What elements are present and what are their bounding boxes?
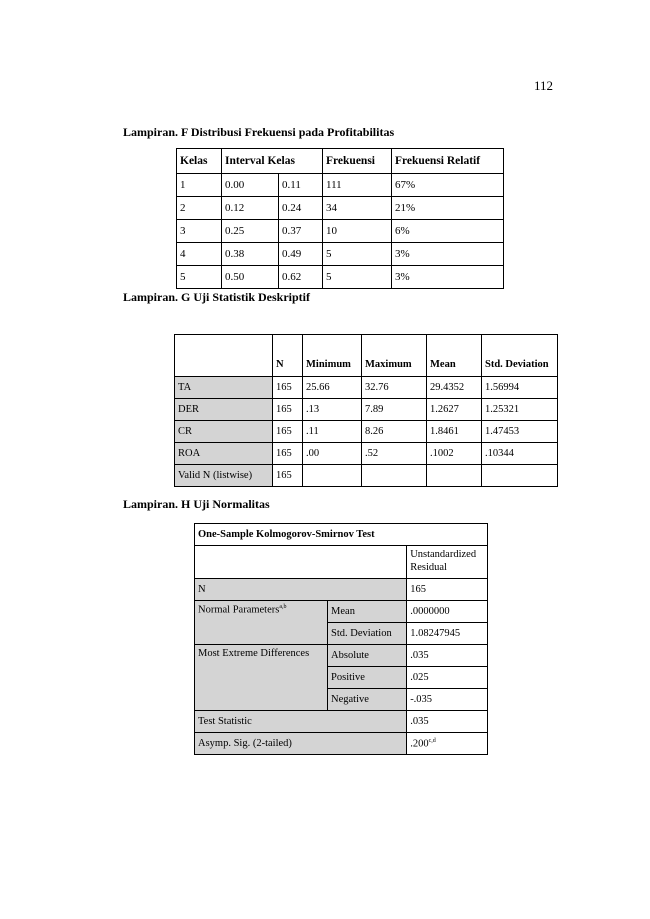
column-header: Unstandardized Residual	[407, 546, 488, 579]
asymp-value: .200	[410, 738, 429, 750]
section-g-heading: Lampiran. G Uji Statistik Deskriptif	[123, 290, 311, 304]
table-cell: 2	[177, 197, 222, 220]
table-cell: 1	[177, 174, 222, 197]
column-header: N	[273, 335, 303, 377]
table-row	[195, 645, 488, 667]
footnote-marker: a,b	[279, 604, 287, 610]
table-row	[195, 579, 488, 601]
row-label: Asymp. Sig. (2-tailed)	[195, 733, 407, 755]
table-cell: 7.89	[362, 399, 427, 421]
table-row	[195, 601, 488, 623]
table-cell: .10344	[482, 443, 558, 465]
table-cell: -.035	[407, 689, 488, 711]
page-number: 112	[534, 78, 554, 93]
table-row	[195, 524, 488, 546]
table-cell: 165	[407, 579, 488, 601]
table-cell	[407, 733, 488, 755]
table-cell: 21%	[392, 197, 504, 220]
row-label: Positive	[328, 667, 407, 689]
row-label: N	[195, 579, 407, 601]
normality-test-table	[194, 523, 488, 755]
table-cell: 1.25321	[482, 399, 558, 421]
row-label: Std. Deviation	[328, 623, 407, 645]
row-label: Valid N (listwise)	[175, 465, 273, 487]
section-f-heading: Lampiran. F Distribusi Frekuensi pada Profitabilitas	[123, 125, 395, 139]
table-row	[195, 733, 488, 755]
table-cell: 0.49	[279, 243, 323, 266]
section-h-heading: Lampiran. H Uji Normalitas	[123, 497, 270, 511]
table-cell	[195, 546, 407, 579]
table-cell: .025	[407, 667, 488, 689]
table-cell: .035	[407, 711, 488, 733]
table-cell: 0.50	[222, 266, 279, 289]
column-header: Maximum	[362, 335, 427, 377]
table-cell: 165	[273, 443, 303, 465]
table-cell: .1002	[427, 443, 482, 465]
table-cell: 0.11	[279, 174, 323, 197]
column-header: Frekuensi	[323, 149, 392, 174]
table-row	[175, 421, 558, 443]
column-header: Mean	[427, 335, 482, 377]
table-cell: 0.25	[222, 220, 279, 243]
table-cell: 1.08247945	[407, 623, 488, 645]
table-cell: 0.00	[222, 174, 279, 197]
table-cell: 4	[177, 243, 222, 266]
row-label: Test Statistic	[195, 711, 407, 733]
table-cell: 1.47453	[482, 421, 558, 443]
table-header-row	[177, 149, 504, 174]
table-cell: .13	[303, 399, 362, 421]
table-row	[177, 174, 504, 197]
table-row	[177, 266, 504, 289]
table-row	[177, 220, 504, 243]
column-header	[175, 335, 273, 377]
table-cell: .0000000	[407, 601, 488, 623]
table-cell: 6%	[392, 220, 504, 243]
row-label: Absolute	[328, 645, 407, 667]
table-cell: 5	[323, 243, 392, 266]
table-row	[175, 443, 558, 465]
footnote-marker: c,d	[428, 737, 436, 744]
table-row	[195, 546, 488, 579]
table-cell: 1.8461	[427, 421, 482, 443]
table-row	[175, 377, 558, 399]
table-cell: 0.37	[279, 220, 323, 243]
table-cell	[303, 465, 362, 487]
table-row	[177, 197, 504, 220]
table-cell: 32.76	[362, 377, 427, 399]
table-row	[175, 465, 558, 487]
table-cell	[482, 465, 558, 487]
table-cell: .035	[407, 645, 488, 667]
row-label: Negative	[328, 689, 407, 711]
table-cell: 165	[273, 377, 303, 399]
table-cell: 25.66	[303, 377, 362, 399]
table-cell: 29.4352	[427, 377, 482, 399]
normal-parameters-label: Normal Parameters	[198, 604, 280, 616]
table-cell: 0.24	[279, 197, 323, 220]
column-header: Std. Deviation	[482, 335, 558, 377]
table-cell: .11	[303, 421, 362, 443]
table-row	[195, 711, 488, 733]
table-row	[175, 399, 558, 421]
table-cell: 111	[323, 174, 392, 197]
table-row	[177, 243, 504, 266]
row-label: ROA	[175, 443, 273, 465]
table-cell: 165	[273, 465, 303, 487]
table-cell: .00	[303, 443, 362, 465]
row-label: Most Extreme Differences	[195, 645, 328, 711]
table-cell: 10	[323, 220, 392, 243]
table-cell: 0.62	[279, 266, 323, 289]
table-cell: 1.2627	[427, 399, 482, 421]
table-cell: 1.56994	[482, 377, 558, 399]
table-cell: 3%	[392, 266, 504, 289]
table-cell: 3	[177, 220, 222, 243]
table-caption: One-Sample Kolmogorov-Smirnov Test	[195, 524, 488, 546]
descriptive-statistics-table	[174, 334, 558, 487]
row-label: Mean	[328, 601, 407, 623]
column-header: Frekuensi Relatif	[392, 149, 504, 174]
table-cell: 3%	[392, 243, 504, 266]
table-cell: 5	[323, 266, 392, 289]
column-header: Minimum	[303, 335, 362, 377]
table-cell	[362, 465, 427, 487]
table-cell: 67%	[392, 174, 504, 197]
row-label: CR	[175, 421, 273, 443]
column-header: Kelas	[177, 149, 222, 174]
table-cell: 165	[273, 421, 303, 443]
table-cell: 0.38	[222, 243, 279, 266]
table-cell	[427, 465, 482, 487]
table-header-row	[175, 335, 558, 377]
row-label: DER	[175, 399, 273, 421]
row-label: TA	[175, 377, 273, 399]
table-cell: 8.26	[362, 421, 427, 443]
table-cell: 0.12	[222, 197, 279, 220]
table-cell: 5	[177, 266, 222, 289]
table-cell: .52	[362, 443, 427, 465]
frequency-distribution-table	[176, 148, 504, 289]
row-label	[195, 601, 328, 645]
table-cell: 34	[323, 197, 392, 220]
table-cell: 165	[273, 399, 303, 421]
column-header: Interval Kelas	[222, 149, 323, 174]
